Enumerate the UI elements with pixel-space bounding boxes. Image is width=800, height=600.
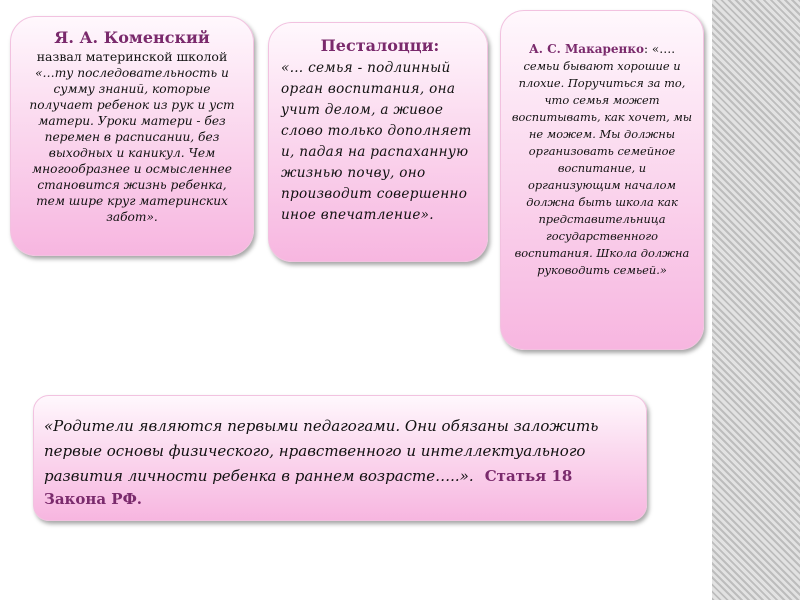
komensky-quote: «…ту последовательность и сумму знаний, которые получает ребенок из рук и уст матери. Уроки матери - без перемен в расписании, без выходных и каникул. Чем многообразнее и осмысленнее становится жизнь ребенка, тем шире круг материнских забот». [29,66,235,224]
komensky-intro: назвал материнской школой [36,49,228,64]
makarenko-quote-start: : «…. [644,42,676,56]
decorative-side-stripe [712,0,800,600]
makarenko-card [500,10,704,350]
pestalozzi-author: Песталоцци: [320,36,440,55]
komensky-author: Я. А. Коменский [54,28,210,47]
komensky-card [10,16,254,256]
makarenko-header [511,41,693,58]
law-card [33,395,647,521]
law-reference: Статья 18 Закона РФ. [44,467,573,508]
makarenko-author: А. С. Макаренко [528,42,644,56]
pestalozzi-quote: «… семья - подлинный орган воспитания, она учит делом, а живое слово только дополняет и, падая на распаханную жизнью почву, оно производит совершенно иное впечатление». [281,60,472,223]
makarenko-quote: семьи бывают хорошие и плохие. Поручиться за то, что семья может воспитывать, как хочет, мы не можем. Мы должны организовать семейное воспитание, и организующим началом должна быть школа как представительница государственного воспитания. Школа должна руководить семьей.» [511,59,693,277]
law-quote: «Родители являются первыми педагогами. Они обязаны заложить первые основы физического, нравственного и интеллектуального развития личности ребенка в раннем возрасте…..». [44,417,599,485]
pestalozzi-card [268,22,488,262]
